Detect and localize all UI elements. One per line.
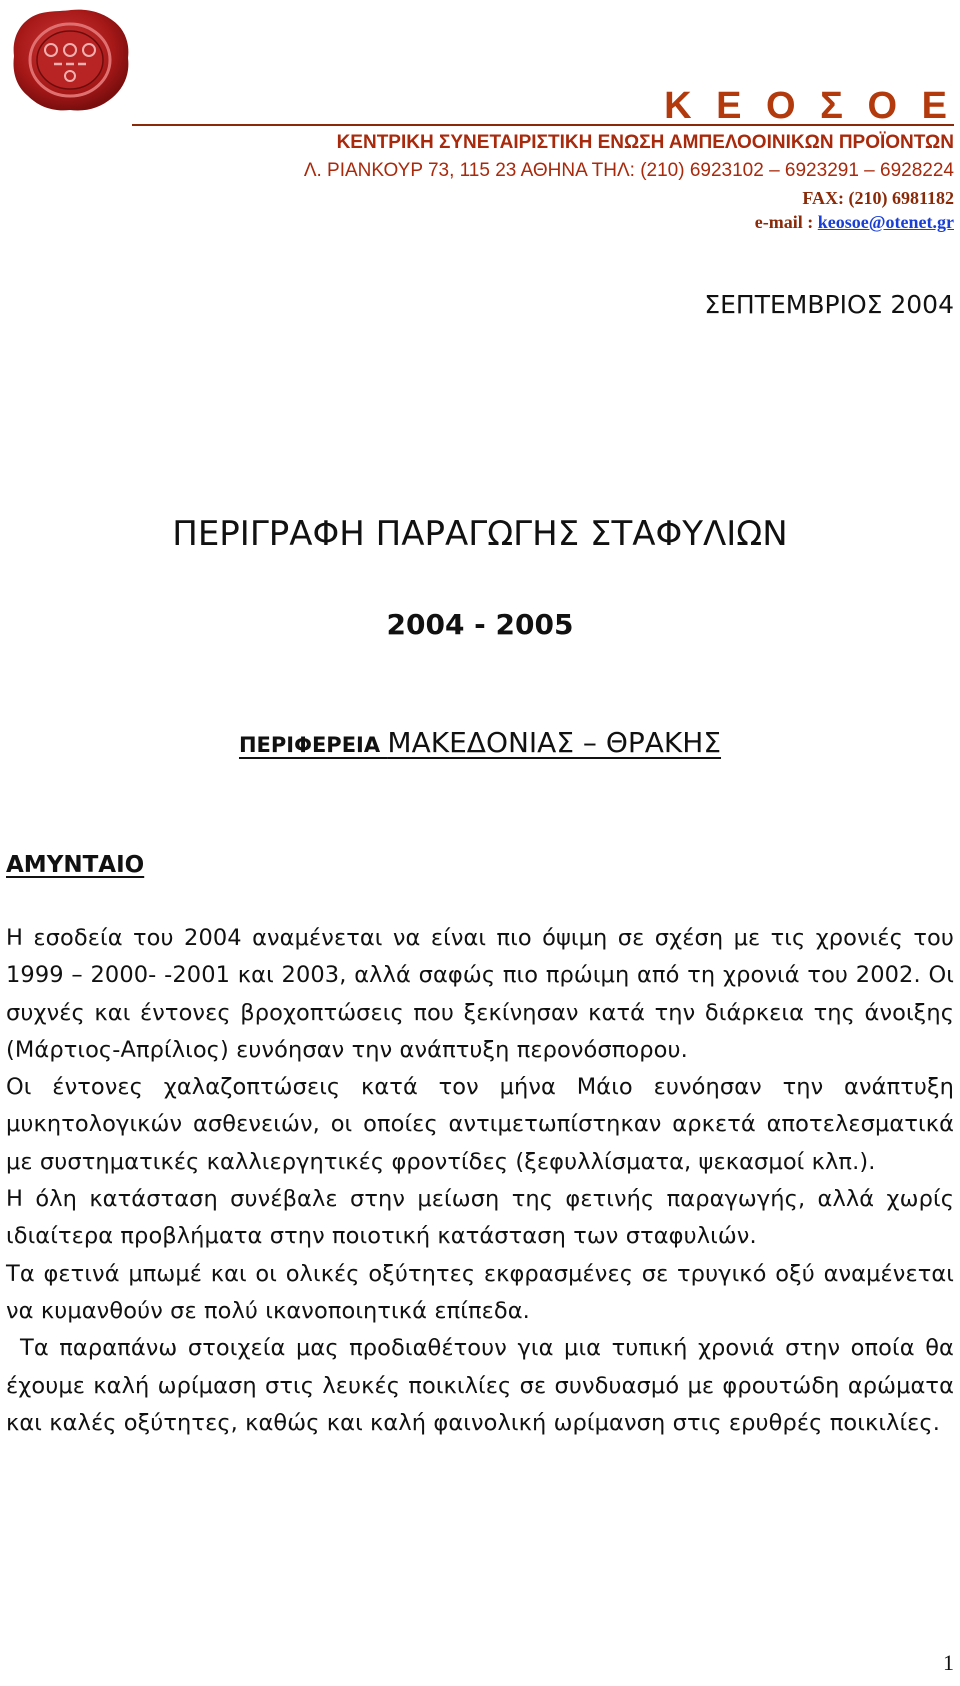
org-address: Λ. ΡΙΑΝΚΟΥΡ 73, 115 23 ΑΘΗΝΑ ΤΗΛ: (210) 6923102 – 6923291 – 6928224 [303,160,954,181]
org-fax: FAX: (210) 6981182 [802,188,954,208]
document-years: 2004 - 2005 [386,608,574,641]
paragraph: Οι έντονες χαλαζοπτώσεις κατά τον μήνα Μάιο ευνόησαν την ανάπτυξη μυκητολογικών ασθενειών, οι οποίες αντιμετωπίστηκαν αρκετά αποτελεσματικά με συστηματικές καλλιεργητικές φροντίδες (ξεφυλλίσματα, ψεκασμοί κλπ.). [6,1074,954,1175]
org-acronym: Κ Ε Ο Σ Ο Ε [664,85,954,127]
email-label: e-mail : [754,212,818,232]
region-prefix: ΠΕΡΙΦΕΡΕΙΑ [238,733,388,757]
document-title: ΠΕΡΙΓΡΑΦΗ ΠΑΡΑΓΩΓΗΣ ΣΤΑΦΥΛΙΩΝ [172,514,788,554]
region-name: ΜΑΚΕΔΟΝΙΑΣ – ΘΡΑΚΗΣ [387,726,722,759]
paragraph: Η εσοδεία του 2004 αναμένεται να είναι πιο όψιμη σε σχέση με τις χρονιές του 1999 – 2000- -2001 και 2003, αλλά σαφώς πιο πρώιμη από τη χρονιά του 2002. Οι συχνές και έντονες βροχοπτώσεις που ξεκίνησαν κατά την διάρκεια της άνοιξης (Μάρτιος-Απρίλιος) ευνόησαν την ανάπτυξη περονόσπορου. [6,925,954,1063]
org-full-name: ΚΕΝΤΡΙΚΗ ΣΥΝΕΤΑΙΡΙΣΤΙΚΗ ΕΝΩΣΗ ΑΜΠΕΛΟΟΙΝΙΚΩΝ ΠΡΟΪΟΝΤΩΝ [336,132,954,153]
paragraph: Η όλη κατάσταση συνέβαλε στην μείωση της φετινής παραγωγής, αλλά χωρίς ιδιαίτερα προβλήματα στην ποιοτική κατάσταση των σταφυλιών. [6,1186,954,1250]
section-title: ΑΜΥΝΤΑΙΟ [6,852,145,878]
document-date: ΣΕΠΤΕΜΒΡΙΟΣ 2004 [704,290,954,319]
paragraph: Τα παραπάνω στοιχεία μας προδιαθέτουν για μια τυπική χρονιά στην οποία θα έχουμε καλή ωρίμαση στις λευκές ποικιλίες σε συνδυασμό με φρουτώδη αρώματα και καλές οξύτητες, καθώς και καλή φαινολική ωρίμανση στις ερυθρές ποικιλίες. [6,1335,954,1436]
region-heading [0,726,960,759]
wax-seal-logo [8,6,134,114]
page-number: 1 [943,1650,954,1675]
email-link[interactable]: keosoe@otenet.gr [817,212,954,232]
paragraph: Τα φετινά μπωμέ και οι ολικές οξύτητες εκφρασμένες σε τρυγικό οξύ αναμένεται να κυμανθούν σε πολύ ικανοποιητικά επίπεδα. [6,1260,954,1324]
body-text [6,920,954,1442]
header-divider [132,124,954,126]
org-email-line [755,212,954,233]
